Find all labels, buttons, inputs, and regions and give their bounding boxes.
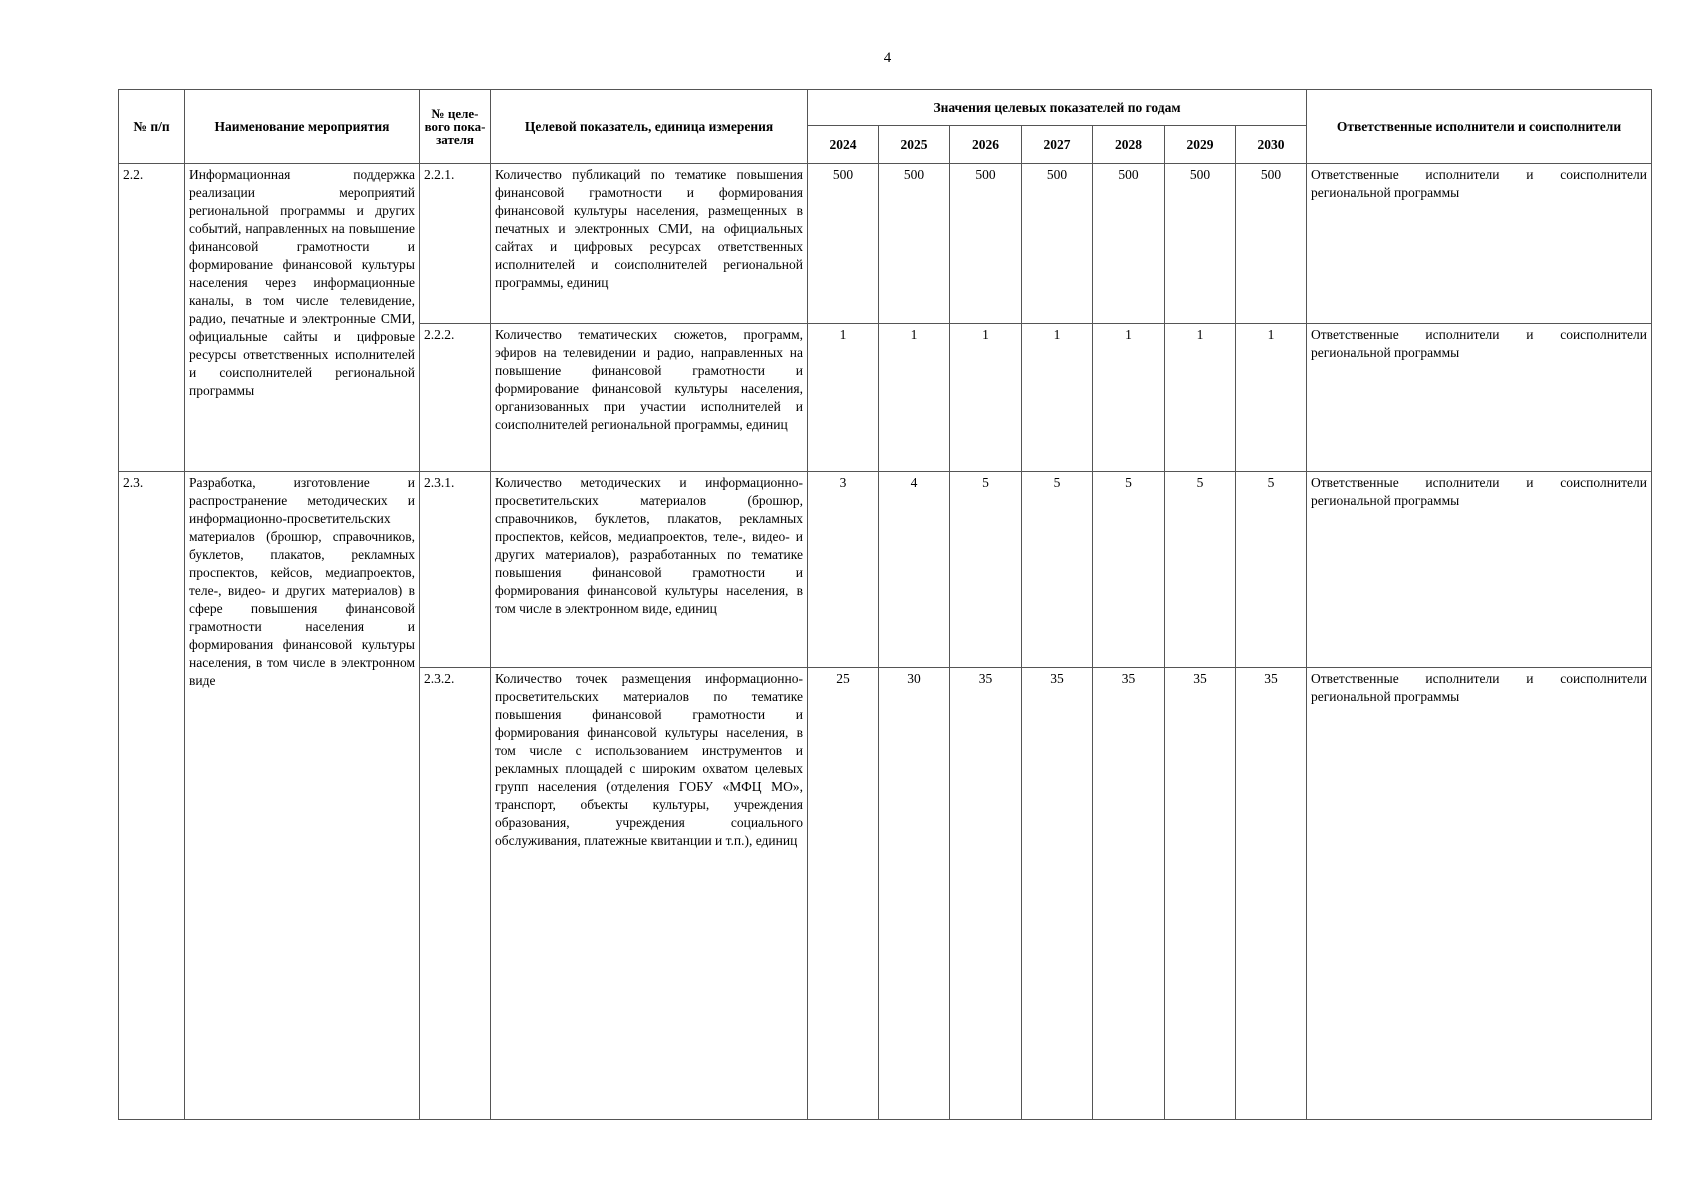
year-value: 35 [1022,668,1093,1120]
year-value: 5 [1236,472,1307,668]
indicator-code: 2.3.2. [420,668,491,1120]
table-row [119,164,1652,324]
header-num: № п/п [119,90,185,164]
year-value: 1 [1165,324,1236,472]
header-year: 2025 [879,126,950,164]
year-value: 500 [808,164,879,324]
indicator-code: 2.2.1. [420,164,491,324]
year-value: 1 [950,324,1022,472]
year-value: 1 [1022,324,1093,472]
header-year: 2026 [950,126,1022,164]
header-responsible: Ответственные исполнители и соисполнители [1307,90,1652,164]
year-value: 500 [1093,164,1165,324]
year-value: 3 [808,472,879,668]
table-row [119,472,1652,668]
event-name: Разработка, изготовление и распространение методических и информационно-просветительских материалов (брошюр, справочников, буклетов, плакатов, рекламных проспектов, кейсов, медиапроектов, теле-, видео- и других материалов) в сфере повышения финансовой грамотности населения и формирования финансовой культуры населения, в том числе в электронном виде [185,472,420,1120]
header-row-top [119,90,1652,126]
year-value: 25 [808,668,879,1120]
indicator-text: Количество точек размещения информационно-просветительских материалов по тематике повышения финансовой грамотности и формирования финансовой культуры населения, в том числе с использованием инструментов и рекламных площадей с широким охватом целевых групп населения (отделения ГОБУ «МФЦ МО», транспорт, объекты культуры, учреждения образования, учреждения социального обслуживания, платежные квитанции и т.п.), единиц [491,668,808,1120]
year-value: 1 [1093,324,1165,472]
responsible-text: Ответственные исполнители и соисполнители региональной программы [1307,164,1652,324]
header-event-name: Наименование мероприятия [185,90,420,164]
header-year: 2024 [808,126,879,164]
event-name: Информационная поддержка реализации мероприятий региональной программы и других событий, направленных на повышение финансовой грамотности и формирование финансовой культуры населения через информационные каналы, в том числе телевидение, радио, печатные и электронные СМИ, официальные сайты и цифровые ресурсы ответственных исполнителей и соисполнителей региональной программы [185,164,420,472]
indicator-text: Количество тематических сюжетов, программ, эфиров на телевидении и радио, направленных на повышение финансовой грамотности и формирование финансовой культуры населения, организованных при участии исполнителей и соисполнителей региональной программы, единиц [491,324,808,472]
year-value: 500 [1165,164,1236,324]
page-number: 4 [883,50,892,66]
responsible-text: Ответственные исполнители и соисполнители региональной программы [1307,472,1652,668]
header-year: 2028 [1093,126,1165,164]
responsible-text: Ответственные исполнители и соисполнители региональной программы [1307,324,1652,472]
responsible-text: Ответственные исполнители и соисполнители региональной программы [1307,668,1652,1120]
indicator-text: Количество публикаций по тематике повышения финансовой грамотности и формирования финансовой культуры населения, размещенных в печатных и электронных СМИ, на официальных сайтах и цифровых ресурсах ответственных исполнителей и соисполнителей региональной программы, единиц [491,164,808,324]
header-values-by-year: Значения целевых показателей по годам [808,90,1307,126]
indicator-text: Количество методических и информационно-просветительских материалов (брошюр, справочников, буклетов, плакатов, рекламных проспектов, кейсов, медиапроектов, теле-, видео- и других материалов), разработанных по тематике повышения финансовой грамотности и формирования финансовой культуры населения, в том числе в электронном виде, единиц [491,472,808,668]
year-value: 500 [879,164,950,324]
year-value: 500 [1236,164,1307,324]
year-value: 5 [1022,472,1093,668]
header-year: 2029 [1165,126,1236,164]
year-value: 500 [1022,164,1093,324]
header-year: 2030 [1236,126,1307,164]
year-value: 35 [950,668,1022,1120]
header-year: 2027 [1022,126,1093,164]
year-value: 1 [879,324,950,472]
year-value: 4 [879,472,950,668]
year-value: 1 [808,324,879,472]
year-value: 35 [1236,668,1307,1120]
year-value: 1 [1236,324,1307,472]
year-value: 5 [950,472,1022,668]
year-value: 35 [1165,668,1236,1120]
year-value: 35 [1093,668,1165,1120]
row-number: 2.2. [119,164,185,472]
year-value: 5 [1093,472,1165,668]
row-number: 2.3. [119,472,185,1120]
year-value: 5 [1165,472,1236,668]
indicator-code: 2.3.1. [420,472,491,668]
indicator-code: 2.2.2. [420,324,491,472]
target-indicators-table [118,89,1652,1120]
year-value: 30 [879,668,950,1120]
header-indicator-num: № целе-вого пока-зателя [420,90,491,164]
year-value: 500 [950,164,1022,324]
header-indicator: Целевой показатель, единица измерения [491,90,808,164]
